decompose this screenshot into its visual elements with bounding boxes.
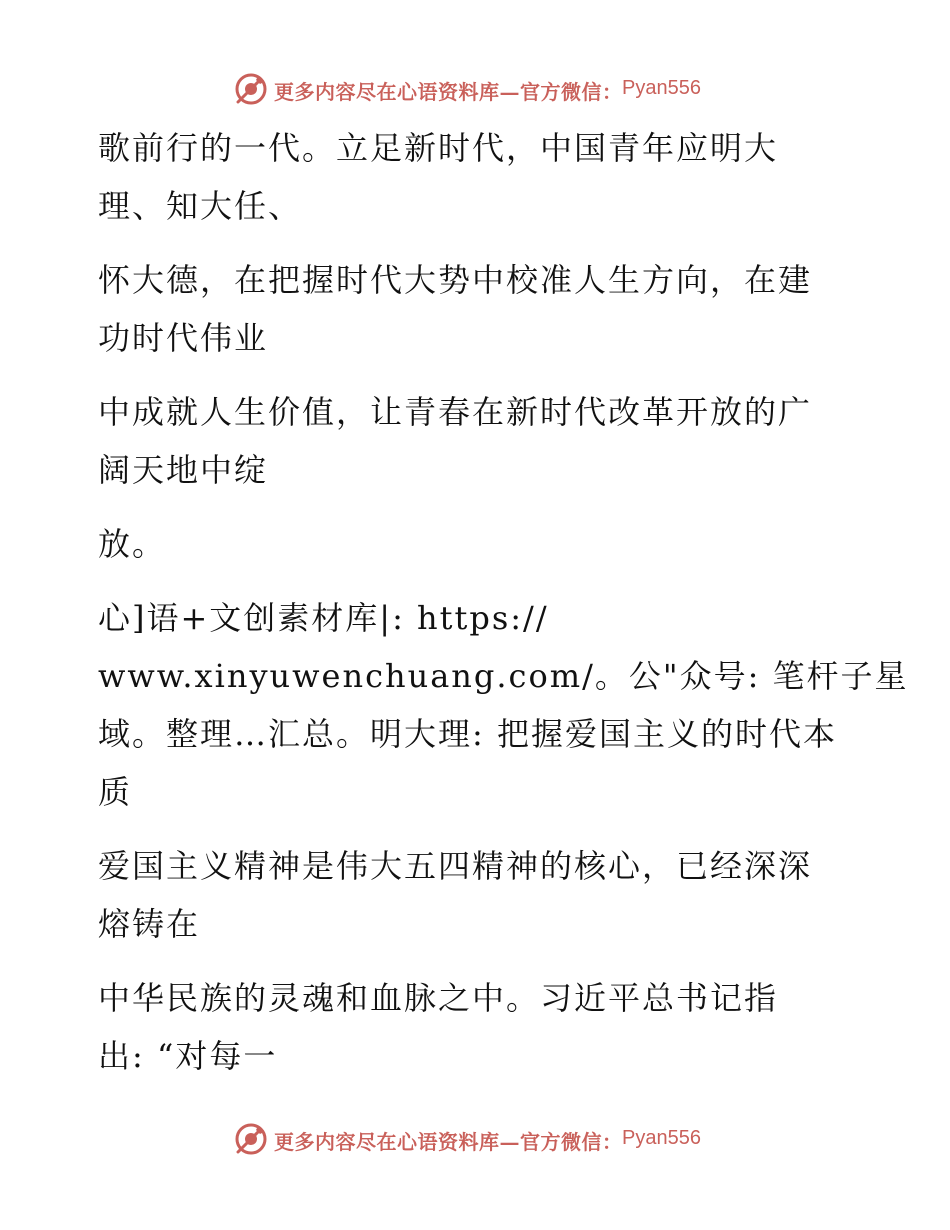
logo-icon xyxy=(234,72,268,106)
body-line: 爱国主义精神是伟大五四精神的核心，已经深深 xyxy=(98,847,813,885)
footer-banner xyxy=(0,1120,950,1160)
body-line: 功时代伟业 xyxy=(98,319,269,357)
banner-text: 更多内容尽在心语资料库—官方微信： xyxy=(274,80,623,104)
logo-icon xyxy=(234,1122,268,1156)
body-line: 质 xyxy=(98,773,133,811)
body-line: 中华民族的灵魂和血脉之中。习近平总书记指 xyxy=(98,979,779,1017)
body-line: 中成就人生价值，让青春在新时代改革开放的广 xyxy=(98,393,813,431)
banner-wechat-id: Pyan556 xyxy=(622,77,701,99)
banner-wechat-id: Pyan556 xyxy=(622,1127,701,1149)
body-line: 域。整理…汇总。明大理: 把握爱国主义的时代本 xyxy=(98,715,837,753)
body-line: www.xinyuwenchuang.com/。公"众号: 笔杆子星 xyxy=(98,657,909,695)
banner-text: 更多内容尽在心语资料库—官方微信： xyxy=(274,1130,623,1154)
body-line: 歌前行的一代。立足新时代，中国青年应明大 xyxy=(98,129,779,167)
body-line: 心]语+文创素材库|: https:// xyxy=(98,599,549,637)
body-line: 放。 xyxy=(98,525,167,563)
body-line: 出: “对每一 xyxy=(98,1037,278,1075)
header-banner xyxy=(0,70,950,110)
body-line: 怀大德，在把握时代大势中校准人生方向，在建 xyxy=(98,261,813,299)
body-line: 理、知大任、 xyxy=(98,187,303,225)
body-line: 熔铸在 xyxy=(98,905,201,943)
body-line: 阔天地中绽 xyxy=(98,451,269,489)
